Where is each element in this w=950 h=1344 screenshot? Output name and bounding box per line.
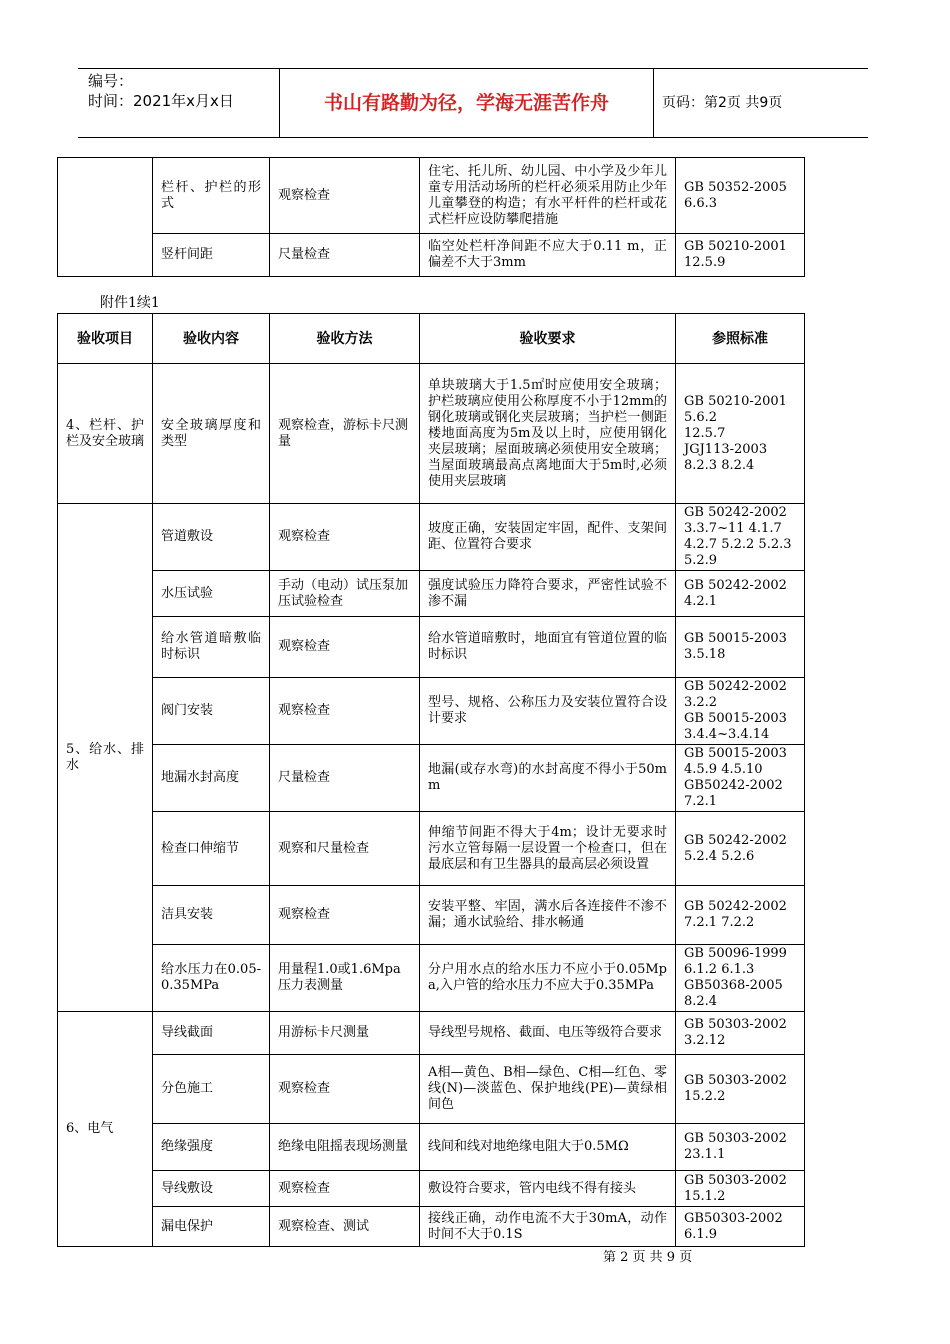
requirement-cell: A相—黄色、B相—绿色、C相—红色、零线(N)—淡蓝色、保护地线(PE)—黄绿相间色 [420, 1055, 676, 1124]
header-method: 验收方法 [270, 314, 420, 364]
standard-cell [676, 1124, 805, 1171]
standard-line: GB 50242-2002 [684, 505, 787, 520]
header-project: 验收项目 [58, 314, 153, 364]
method-cell: 观察检查，游标卡尺测量 [270, 364, 420, 504]
standard-cell [676, 1207, 805, 1247]
standard-line: GB 50242-2002 [684, 679, 787, 694]
standard-line: 6.1.2 6.1.3 [684, 962, 755, 977]
requirement-cell: 住宅、托儿所、幼儿园、中小学及少年儿童专用活动场所的栏杆必须采用防止少年儿童攀登的构造；有水平杆件的栏杆或花式栏杆应设防攀爬措施 [420, 158, 676, 234]
standard-cell [676, 945, 805, 1012]
method-cell: 观察检查 [270, 1171, 420, 1207]
standard-line: GB 50015-2003 [684, 631, 787, 646]
header-meta [78, 69, 280, 137]
standard-cell [676, 504, 805, 571]
standard-line: 7.2.1 [684, 794, 718, 809]
content-cell: 漏电保护 [153, 1207, 270, 1247]
standard-line: 5.2.4 5.2.6 [684, 848, 755, 864]
method-cell: 用量程1.0或1.6Mpa压力表测量 [270, 945, 420, 1012]
standard-line: 8.2.3 8.2.4 [684, 457, 755, 473]
header-slogan: 书山有路勤为径，学海无涯苦作舟 [280, 69, 654, 137]
standard-line: GB 50303-2002 [684, 1131, 787, 1146]
standard-cell [676, 812, 805, 886]
requirement-cell: 临空处栏杆净间距不应大于0.11 m，正偏差不大于3mm [420, 234, 676, 277]
standard-line: GB 50096-1999 [684, 946, 787, 961]
requirement-cell: 强度试验压力降符合要求，严密性试验不渗不漏 [420, 571, 676, 617]
continued-table [57, 157, 805, 277]
table-row [58, 1012, 805, 1055]
standard-line: 4.2.1 [684, 593, 718, 609]
method-cell: 观察检查、测试 [270, 1207, 420, 1247]
content-cell: 给水管道暗敷临时标识 [153, 617, 270, 678]
standard-line: 5.6.2 [684, 409, 718, 425]
standard-line: 3.4.4~3.4.14 [684, 727, 770, 742]
standard-line: GB 50242-2002 [684, 832, 787, 848]
time-label: 时间：2021年x月x日 [88, 92, 234, 110]
table-row [58, 158, 805, 234]
requirement-cell: 分户用水点的给水压力不应小于0.05Mpa,入户管的给水压力不应大于0.35MPa [420, 945, 676, 1012]
table-row [58, 886, 805, 945]
standard-cell [676, 678, 805, 745]
standard-line: 3.3.7~11 4.1.7 [684, 521, 782, 536]
content-cell: 洁具安装 [153, 886, 270, 945]
header-standard: 参照标准 [676, 314, 805, 364]
standard-cell [676, 745, 805, 812]
standard-line: GB 50303-2002 [684, 1172, 787, 1188]
table-row [58, 571, 805, 617]
requirement-cell: 型号、规格、公称压力及安装位置符合设计要求 [420, 678, 676, 745]
project-cell: 6、电气 [58, 1012, 153, 1247]
method-cell: 绝缘电阻摇表现场测量 [270, 1124, 420, 1171]
standard-line: 23.1.1 [684, 1147, 726, 1162]
table-row [58, 1207, 805, 1247]
table-row [58, 812, 805, 886]
content-cell: 竖杆间距 [153, 234, 270, 277]
standard-line: GB 50242-2002 [684, 577, 787, 593]
requirement-cell: 线间和线对地绝缘电阻大于0.5MΩ [420, 1124, 676, 1171]
content-cell: 分色施工 [153, 1055, 270, 1124]
method-cell: 观察检查 [270, 504, 420, 571]
table-row [58, 617, 805, 678]
standard-line: 7.2.1 7.2.2 [684, 915, 755, 930]
requirement-cell: 单块玻璃大于1.5㎡时应使用安全玻璃；护栏玻璃应使用公称厚度不小于12mm的钢化玻璃或钢化夹层玻璃；当护栏一侧距楼地面高度为5m及以上时，应使用钢化夹层玻璃；屋面玻璃必须使用安全玻璃；当屋面玻璃最高点离地面大于5m时,必须使用夹层玻璃 [420, 364, 676, 504]
standard-cell [676, 886, 805, 945]
content-cell: 管道敷设 [153, 504, 270, 571]
standard-line: GB 50303-2002 [684, 1073, 787, 1088]
method-cell: 观察检查 [270, 617, 420, 678]
standard-line: GB 50015-2003 [684, 711, 787, 726]
content-cell: 阀门安装 [153, 678, 270, 745]
requirement-cell: 安装平整、牢固，满水后各连接件不渗不漏；通水试验给、排水畅通 [420, 886, 676, 945]
standard-line: GB 50303-2002 [684, 1017, 787, 1032]
table-row [58, 504, 805, 571]
method-cell: 观察检查 [270, 158, 420, 234]
standard-line: GB50242-2002 [684, 778, 783, 793]
content-cell: 绝缘强度 [153, 1124, 270, 1171]
method-cell: 观察和尺量检查 [270, 812, 420, 886]
standard-cell: GB 50210-2001 12.5.9 [676, 234, 805, 277]
content-cell: 安全玻璃厚度和类型 [153, 364, 270, 504]
requirement-cell: 地漏(或存水弯)的水封高度不得小于50mm [420, 745, 676, 812]
standard-line: 4.5.9 4.5.10 [684, 762, 763, 777]
requirement-cell: 坡度正确，安装固定牢固，配件、支架间距、位置符合要求 [420, 504, 676, 571]
standard-line: 6.1.9 [684, 1226, 718, 1242]
standard-cell [676, 364, 805, 504]
requirement-cell: 导线型号规格、截面、电压等级符合要求 [420, 1012, 676, 1055]
content-cell: 导线敷设 [153, 1171, 270, 1207]
header-page-label: 页码：第2页 共9页 [662, 95, 783, 111]
table-row [58, 745, 805, 812]
project-cell: 4、栏杆、护栏及安全玻璃 [58, 364, 153, 504]
standard-cell [676, 1012, 805, 1055]
content-cell: 导线截面 [153, 1012, 270, 1055]
requirement-cell: 给水管道暗敷时，地面宜有管道位置的临时标识 [420, 617, 676, 678]
content-cell: 给水压力在0.05-0.35MPa [153, 945, 270, 1012]
method-cell: 用游标卡尺测量 [270, 1012, 420, 1055]
table-row [58, 364, 805, 504]
standard-line: 3.5.18 [684, 647, 726, 662]
standard-line: GB 50242-2002 [684, 899, 787, 914]
table-row [58, 678, 805, 745]
standard-line: 15.2.2 [684, 1089, 726, 1104]
standard-line: 12.5.7 [684, 425, 726, 441]
standard-line: GB 50015-2003 [684, 746, 787, 761]
header-content: 验收内容 [153, 314, 270, 364]
content-cell: 栏杆、护栏的形式 [153, 158, 270, 234]
attachment-label: 附件1续1 [100, 295, 160, 311]
method-cell: 观察检查 [270, 886, 420, 945]
table-row [58, 234, 805, 277]
method-cell: 尺量检查 [270, 234, 420, 277]
table-row [58, 1055, 805, 1124]
content-cell: 水压试验 [153, 571, 270, 617]
method-cell: 手动（电动）试压泵加压试验检查 [270, 571, 420, 617]
standard-line: GB 50210-2001 [684, 393, 787, 409]
standard-cell: GB 50352-2005 6.6.3 [676, 158, 805, 234]
table-row [58, 1171, 805, 1207]
standard-line: 3.2.2 [684, 695, 718, 710]
requirement-cell: 敷设符合要求，管内电线不得有接头 [420, 1171, 676, 1207]
requirement-cell: 接线正确，动作电流不大于30mA，动作时间不大于0.1S [420, 1207, 676, 1247]
standard-cell [676, 1171, 805, 1207]
page-footer: 第 2 页 共 9 页 [603, 1250, 693, 1265]
method-cell: 尺量检查 [270, 745, 420, 812]
table-row [58, 945, 805, 1012]
table-row [58, 1124, 805, 1171]
method-cell: 观察检查 [270, 1055, 420, 1124]
standard-line: 4.2.7 5.2.2 5.2.3 [684, 537, 792, 552]
header-requirement: 验收要求 [420, 314, 676, 364]
standard-cell [676, 617, 805, 678]
standard-line: 8.2.4 [684, 994, 718, 1009]
standard-line: 5.2.9 [684, 553, 718, 568]
content-cell: 检查口伸缩节 [153, 812, 270, 886]
table-header-row [58, 314, 805, 364]
project-cell [58, 158, 153, 277]
standard-line: GB50303-2002 [684, 1210, 783, 1226]
requirement-cell: 伸缩节间距不得大于4m；设计无要求时污水立管每隔一层设置一个检查口，但在最底层和有卫生器具的最高层必须设置 [420, 812, 676, 886]
standard-line: JGJ113-2003 [684, 441, 768, 457]
method-cell: 观察检查 [270, 678, 420, 745]
project-cell: 5、给水、排水 [58, 504, 153, 1012]
content-cell: 地漏水封高度 [153, 745, 270, 812]
number-label: 编号： [88, 72, 134, 90]
standard-cell [676, 1055, 805, 1124]
acceptance-table [57, 313, 805, 1247]
standard-line: GB50368-2005 [684, 978, 783, 993]
standard-cell [676, 571, 805, 617]
standard-line: 15.1.2 [684, 1188, 726, 1204]
standard-line: 3.2.12 [684, 1033, 726, 1048]
page-header [78, 68, 868, 138]
